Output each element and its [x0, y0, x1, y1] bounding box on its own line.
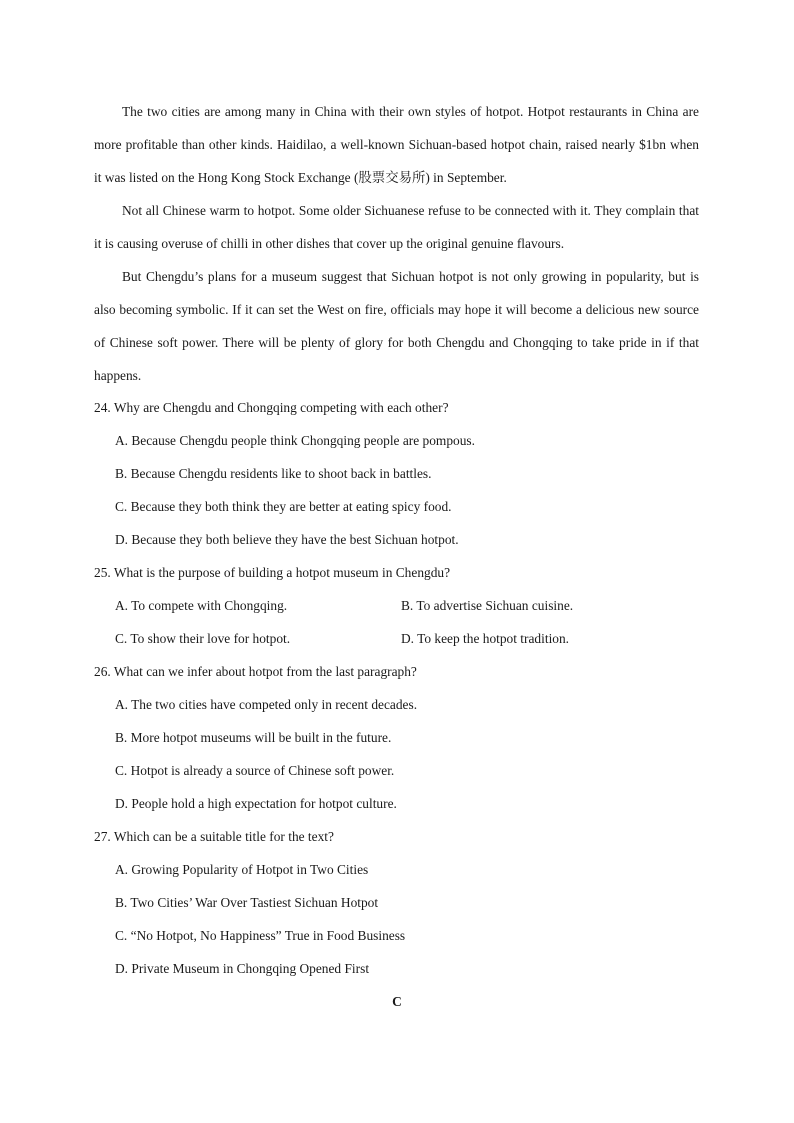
question-27-option-c: C. “No Hotpot, No Happiness” True in Food Business [115, 928, 406, 943]
question-24-option-c: C. Because they both think they are better at eating spicy food. [115, 499, 452, 514]
passage-paragraph-2: Not all Chinese warm to hotpot. Some older Sichuanese refuse to be connected with it. They complain that it is causing overuse of chilli in other dishes that cover up the original genuine flavours. [94, 203, 699, 251]
question-27-option-d: D. Private Museum in Chongqing Opened First [115, 961, 370, 976]
question-26-option-a: A. The two cities have competed only in recent decades. [115, 697, 418, 712]
question-26-option-d: D. People hold a high expectation for hotpot culture. [115, 796, 397, 811]
question-25-option-a: A. To compete with Chongqing. [115, 598, 288, 613]
question-24-option-a: A. Because Chengdu people think Chongqing people are pompous. [115, 433, 475, 448]
question-26-option-b: B. More hotpot museums will be built in the future. [115, 730, 392, 745]
passage-paragraph-1: The two cities are among many in China with their own styles of hotpot. Hotpot restaurants in China are more profitable than other kinds. Haidilao, a well-known Sichuan-based hotpot chain, raised nearly $1bn when it was listed on the Hong Kong Stock Exchange (股票交易所) in September. [94, 104, 699, 185]
question-25-option-c: C. To show their love for hotpot. [115, 631, 291, 646]
question-27-option-b: B. Two Cities’ War Over Tastiest Sichuan Hotpot [115, 895, 379, 910]
question-27-option-a: A. Growing Popularity of Hotpot in Two Cities [115, 862, 369, 877]
question-24-option-d: D. Because they both believe they have the best Sichuan hotpot. [115, 532, 459, 547]
question-25-option-b: B. To advertise Sichuan cuisine. [401, 598, 574, 613]
question-26-option-c: C. Hotpot is already a source of Chinese soft power. [115, 763, 395, 778]
passage-paragraph-3: But Chengdu’s plans for a museum suggest that Sichuan hotpot is not only growing in popularity, but is also becoming symbolic. If it can set the West on fire, officials may hope it will become a delicious new source of Chinese soft power. There will be plenty of glory for both Chengdu and Chongqing to take pride in if that happens. [94, 269, 699, 383]
question-26-stem: 26. What can we infer about hotpot from the last paragraph? [94, 664, 417, 679]
next-section-heading: C [392, 994, 402, 1009]
question-25-option-d: D. To keep the hotpot tradition. [401, 631, 570, 646]
question-27-stem: 27. Which can be a suitable title for the text? [94, 829, 334, 844]
question-24-stem: 24. Why are Chengdu and Chongqing competing with each other? [94, 400, 449, 415]
question-25-stem: 25. What is the purpose of building a hotpot museum in Chengdu? [94, 565, 451, 580]
question-24-option-b: B. Because Chengdu residents like to shoot back in battles. [115, 466, 432, 481]
